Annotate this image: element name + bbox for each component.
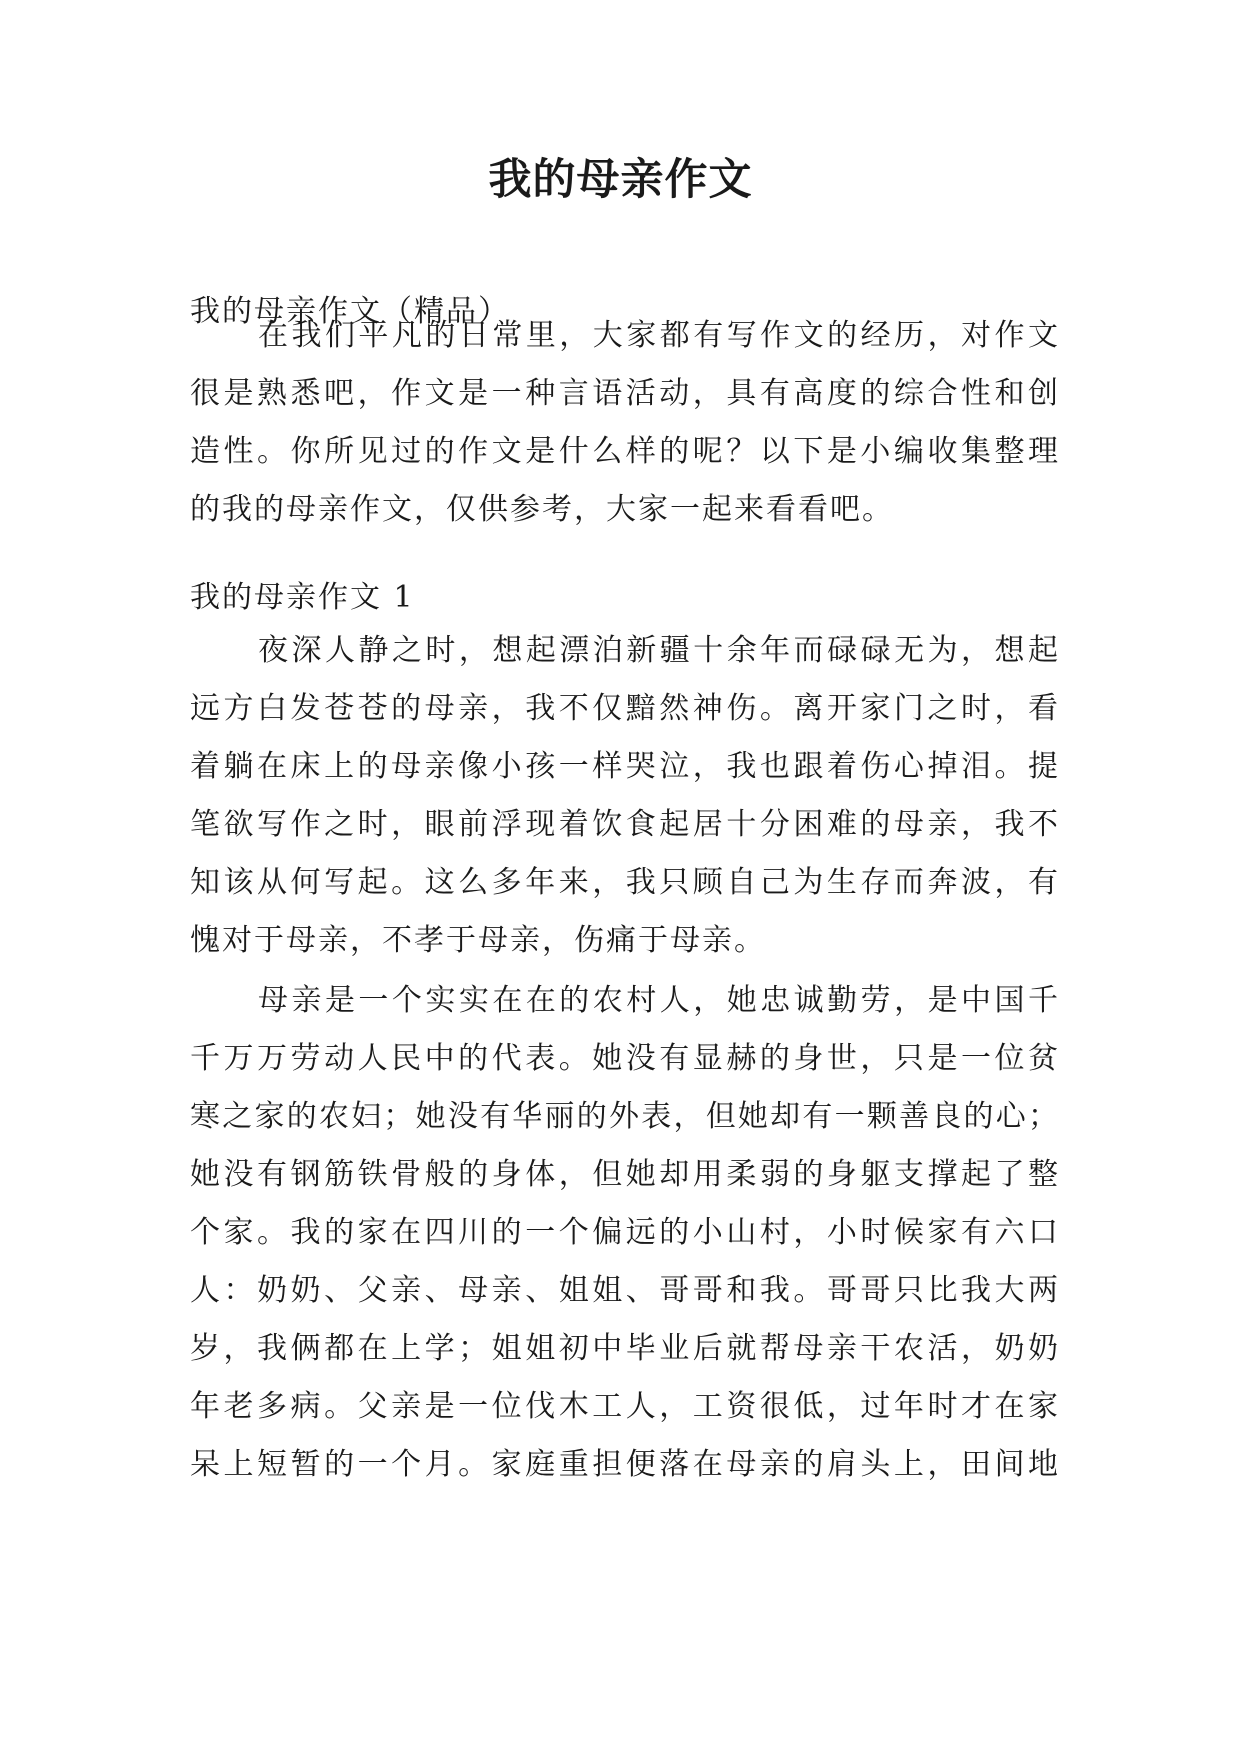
section1-paragraph-2	[190, 972, 1060, 1494]
paragraph-line: 她没有钢筋铁骨般的身体，但她却用柔弱的身躯支撑起了整	[190, 1157, 1060, 1192]
paragraph-line: 夜深人静之时，想起漂泊新疆十余年而碌碌无为，想起	[258, 633, 1060, 668]
paragraph-line: 知该从何写起。这么多年来，我只顾自己为生存而奔波，有	[190, 865, 1060, 900]
paragraph-line: 千万万劳动人民中的代表。她没有显赫的身世，只是一位贫	[190, 1041, 1060, 1076]
section1-heading-block	[190, 569, 1060, 627]
intro-line: 的我的母亲作文，仅供参考，大家一起来看看吧。	[190, 492, 894, 527]
paragraph-line: 笔欲写作之时，眼前浮现着饮食起居十分困难的母亲，我不	[190, 807, 1060, 842]
section1-paragraph-1	[190, 622, 1060, 970]
intro-line: 造性。你所见过的作文是什么样的呢？以下是小编收集整理	[190, 434, 1060, 469]
paragraph-line: 岁，我俩都在上学；姐姐初中毕业后就帮母亲干农活，奶奶	[190, 1331, 1060, 1366]
paragraph-line: 个家。我的家在四川的一个偏远的小山村，小时候家有六口	[190, 1215, 1060, 1250]
section1-heading: 我的母亲作文 1	[190, 580, 415, 615]
document-title: 我的母亲作文	[488, 155, 753, 205]
document-subtitle: 我的母亲作文（精品）	[190, 294, 510, 329]
intro-line: 很是熟悉吧，作文是一种言语活动，具有高度的综合性和创	[190, 376, 1060, 411]
intro-line: 在我们平凡的日常里，大家都有写作文的经历，对作文	[258, 318, 1060, 353]
paragraph-line: 远方白发苍苍的母亲，我不仅黯然神伤。离开家门之时，看	[190, 691, 1060, 726]
paragraph-line: 母亲是一个实实在在的农村人，她忠诚勤劳，是中国千	[258, 983, 1060, 1018]
paragraph-line: 人：奶奶、父亲、母亲、姐姐、哥哥和我。哥哥只比我大两	[190, 1273, 1060, 1308]
paragraph-line: 愧对于母亲，不孝于母亲，伤痛于母亲。	[190, 923, 766, 958]
paragraph-line: 着躺在床上的母亲像小孩一样哭泣，我也跟着伤心掉泪。提	[190, 749, 1060, 784]
paragraph-line: 寒之家的农妇；她没有华丽的外表，但她却有一颗善良的心；	[190, 1099, 1060, 1134]
intro-paragraph	[190, 307, 1060, 539]
paragraph-line: 呆上短暂的一个月。家庭重担便落在母亲的肩头上，田间地	[190, 1447, 1060, 1482]
paragraph-line: 年老多病。父亲是一位伐木工人，工资很低，过年时才在家	[190, 1389, 1060, 1424]
